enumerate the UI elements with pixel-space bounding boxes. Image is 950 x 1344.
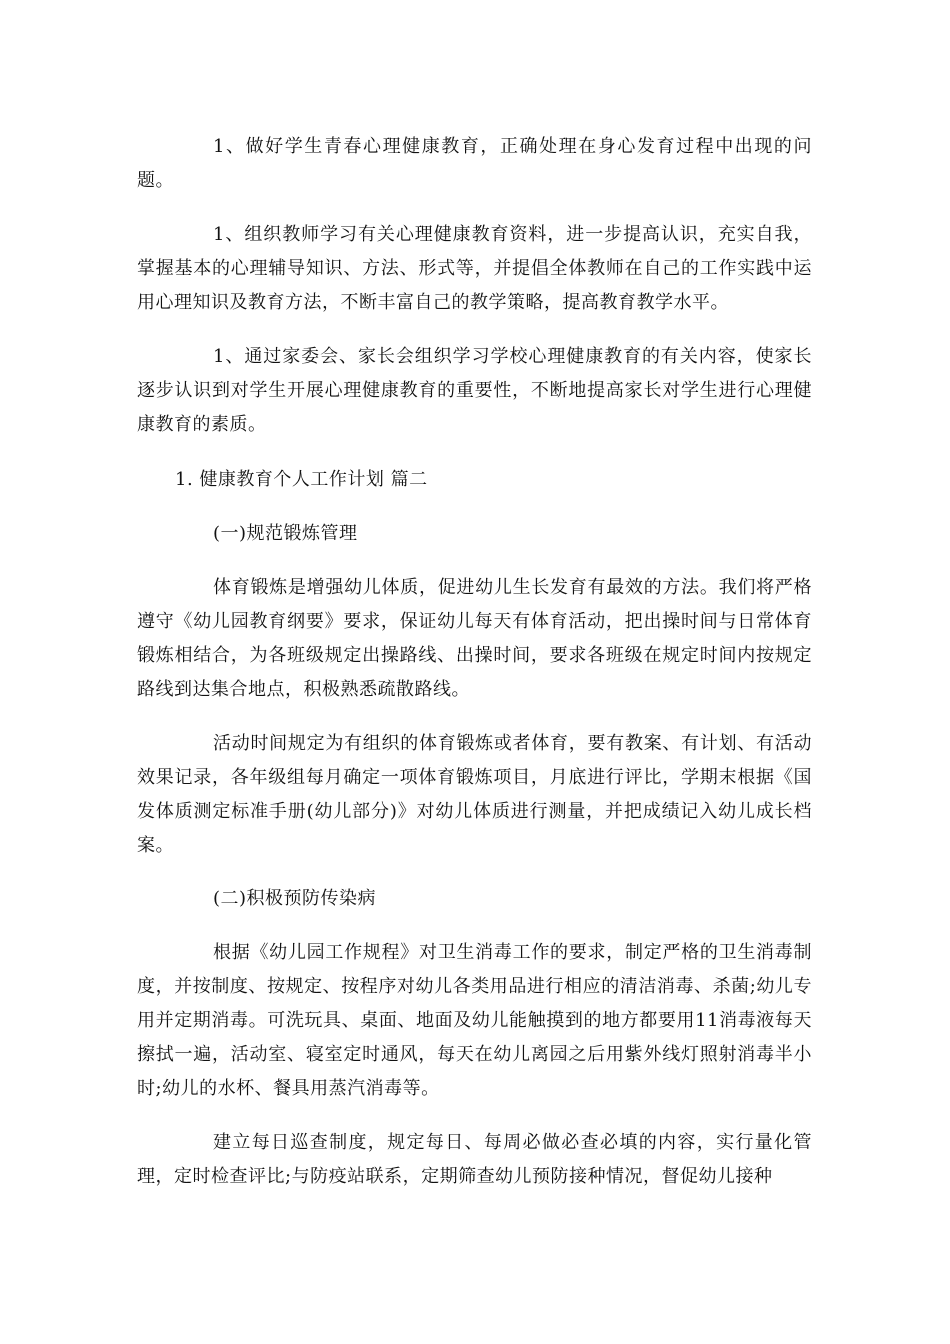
- paragraph-physical-exercise: 体育锻炼是增强幼儿体质，促进幼儿生长发育有最效的方法。我们将严格遵守《幼儿园教育纲要》要求，保证幼儿每天有体育活动，把出操时间与日常体育锻炼相结合，为各班级规定出操路线、出操时间，要求各班级在规定时间内按规定路线到达集合地点，积极熟悉疏散路线。: [137, 577, 812, 700]
- subheading-exercise-management: (一)规范锻炼管理: [213, 523, 358, 544]
- paragraph-psych-education-students: 1、做好学生青春心理健康教育，正确处理在身心发育过程中出现的问题。: [137, 136, 812, 191]
- paragraph-activity-time: 活动时间规定为有组织的体育锻炼或者体育，要有教案、有计划、有活动效果记录，各年级组每月确定一项体育锻炼项目，月底进行评比，学期末根据《国发体质测定标准手册(幼儿部分)》对幼儿体质进行测量，并把成绩记入幼儿成长档案。: [137, 733, 812, 856]
- section-title: 1. 健康教育个人工作计划 篇二: [175, 469, 428, 490]
- paragraph-daily-inspection: 建立每日巡查制度，规定每日、每周必做必查必填的内容，实行量化管理，定时检查评比;与防疫站联系，定期筛查幼儿预防接种情况，督促幼儿接种: [137, 1132, 812, 1187]
- subheading-disease-prevention: (二)积极预防传染病: [213, 888, 377, 909]
- paragraph-disinfection: 根据《幼儿园工作规程》对卫生消毒工作的要求，制定严格的卫生消毒制度，并按制度、按规定、按程序对幼儿各类用品进行相应的清洁消毒、杀菌;幼儿专用并定期消毒。可洗玩具、桌面、地面及幼儿能触摸到的地方都要用11消毒液每天擦拭一遍，活动室、寝室定时通风，每天在幼儿离园之后用紫外线灯照射消毒半小时;幼儿的水杯、餐具用蒸汽消毒等。: [137, 942, 812, 1099]
- paragraph-teacher-training: 1、组织教师学习有关心理健康教育资料，进一步提高认识，充实自我，掌握基本的心理辅导知识、方法、形式等，并提倡全体教师在自己的工作实践中运用心理知识及教育方法，不断丰富自己的教学策略，提高教育教学水平。: [137, 224, 812, 313]
- paragraph-parent-education: 1、通过家委会、家长会组织学习学校心理健康教育的有关内容，使家长逐步认识到对学生开展心理健康教育的重要性，不断地提高家长对学生进行心理健康教育的素质。: [137, 346, 812, 435]
